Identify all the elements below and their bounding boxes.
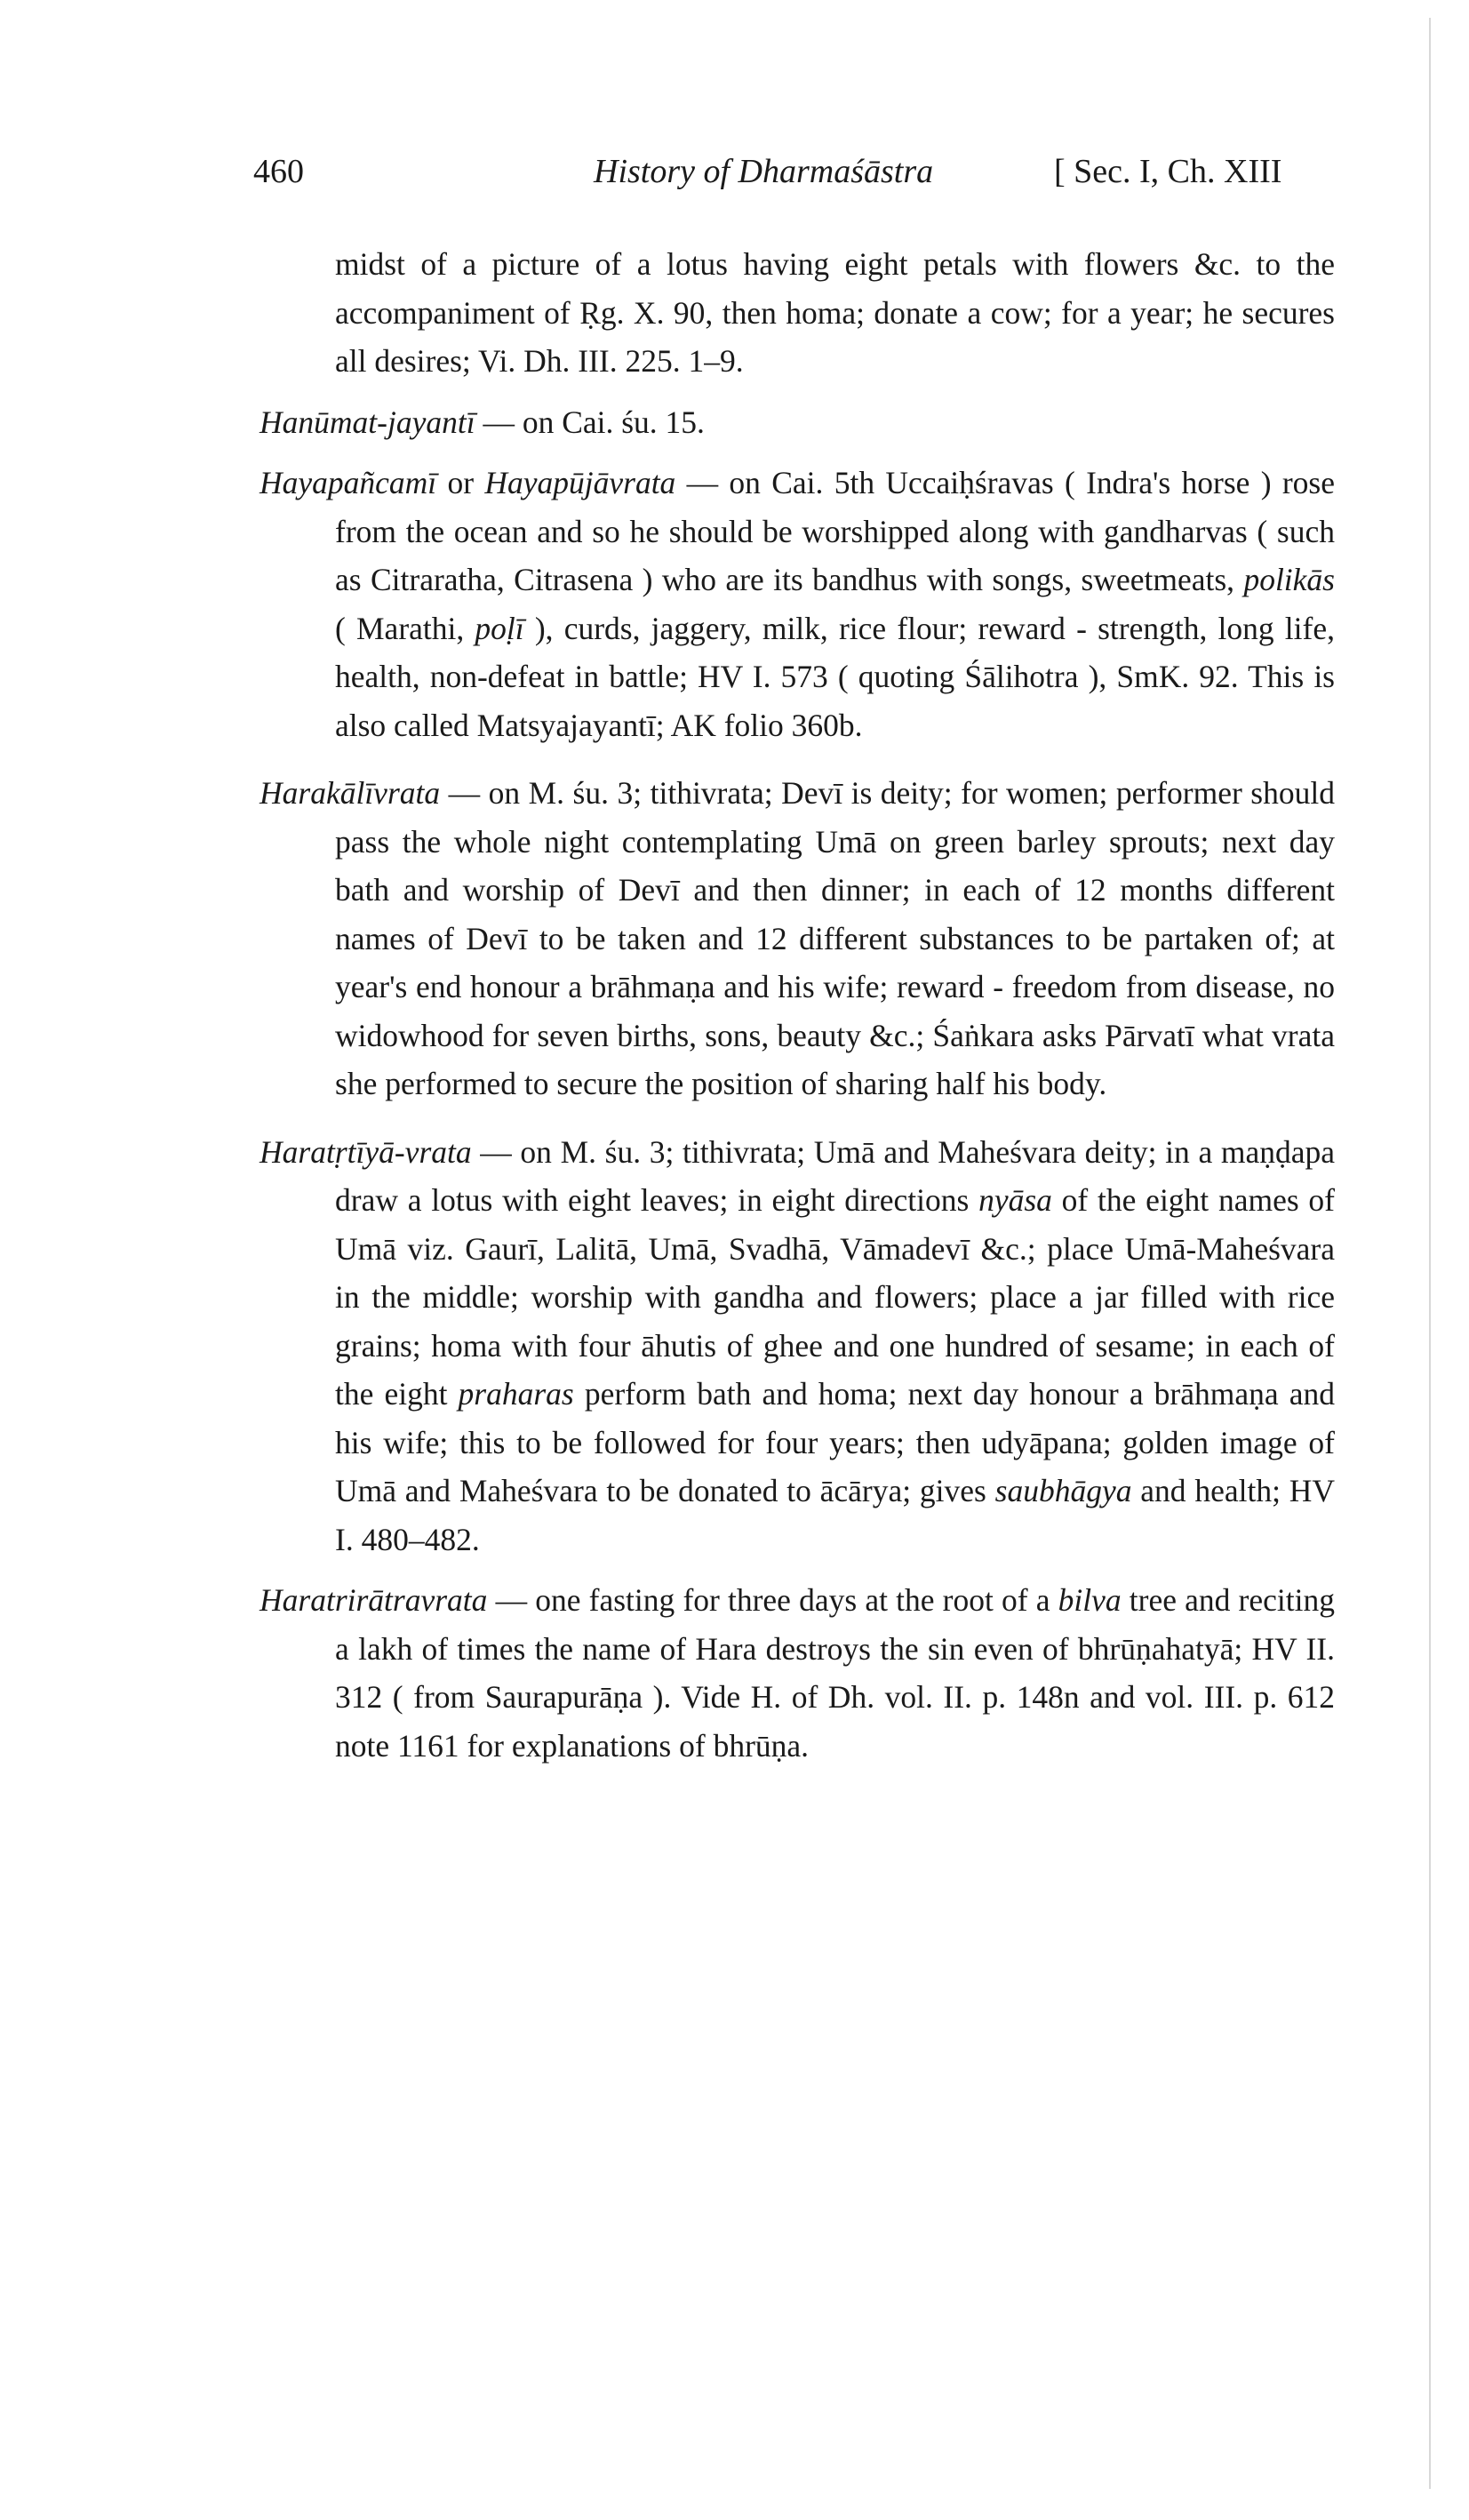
entry-text: ), curds, jaggery, milk, rice flour; reward - strength, long life, health, non-defeat in battle; HV I. 573 ( quoting Śālihotra ), SmK. 92. This is also called Matsyajayantī; AK folio 360b.: [335, 610, 1335, 743]
entry-hayapancami: [259, 459, 1335, 749]
entry-term: polikās: [1243, 562, 1335, 597]
entry-text: — on Cai. 5th Uccaiḥśravas ( Indra's horse ) rose from the ocean and so he should be worshipped along with gandharvas ( such as Citraratha, Citrasena ) who are its bandhus with songs, sweetmeats,: [335, 465, 1335, 597]
entry-harakalivrata: [259, 769, 1335, 1108]
entry-headword-alt: Hayapūjāvrata: [484, 465, 676, 500]
entry-text: and health; HV I. 480–482.: [335, 1473, 1336, 1557]
entry-text: or: [436, 465, 485, 500]
scan-edge-line: [1429, 18, 1431, 2489]
entry-headword: Haratṛtīyā-vrata: [259, 1133, 472, 1170]
entry-term: bilva: [1058, 1582, 1122, 1618]
entry-text: — on Cai. śu. 15.: [475, 404, 705, 440]
entry-headword: Harakālīvrata: [259, 775, 441, 811]
entry-hanumat-jayanti: [259, 398, 1335, 447]
entry-haratriratravrata: [259, 1576, 1335, 1770]
continued-entry: [259, 240, 1335, 386]
entry-text: — on M. śu. 3; tithivrata; Umā and Maheśvara deity; in a maṇḍapa draw a lotus with eight leaves; in eight directions: [335, 1133, 1335, 1218]
entry-term: saubhāgya: [994, 1473, 1132, 1508]
entry-headword: Hayapañcamī: [259, 465, 437, 500]
section-reference: [ Sec. I, Ch. XIII: [1054, 153, 1282, 190]
page-body: [259, 240, 1335, 1770]
entry-headword: Hanūmat-jayantī: [259, 404, 475, 440]
entry-text: midst of a picture of a lotus having eight petals with flowers &c. to the accompaniment of Ṛg. X. 90, then homa; donate a cow; for a year; he secures all desires; Vi. Dh. III. 225. 1–9.: [335, 246, 1335, 379]
entry-headword: Haratrirātravrata: [259, 1582, 488, 1618]
entry-text: of the eight names of Umā viz. Gaurī, Lalitā, Umā, Svadhā, Vāmadevī &c.; place Umā-Maheśvara in the middle; worship with gandha and flowers; place a jar filled with rice grains; homa with four āhutis of ghee and one hundred of sesame; in each of the eight: [335, 1182, 1335, 1412]
entry-text: — on M. śu. 3; tithivrata; Devī is deity; for women; performer should pass the whole night contemplating Umā on green barley sprouts; next day bath and worship of Devī and then dinner; in each of 12 months different names of Devī to be taken and 12 different substances to be partaken of; at year's end honour a brāhmaṇa and his wife; reward - freedom from disease, no widowhood for seven births, sons, beauty &c.; Śaṅkara asks Pārvatī what vrata she performed to secure the position of sharing half his body.: [335, 775, 1335, 1101]
entry-haratrtiya-vrata: [259, 1128, 1335, 1564]
running-title: History of Dharmaśāstra: [594, 153, 934, 190]
entry-text: perform bath and homa; next day honour a brāhmaṇa and his wife; this to be followed for four years; then udyāpana; golden image of Umā and Maheśvara to be donated to ācārya; gives: [335, 1376, 1335, 1508]
entry-term: nyāsa: [978, 1182, 1052, 1218]
page-header: [0, 149, 1469, 194]
entry-text: tree and reciting a lakh of times the name of Hara destroys the sin even of bhrūṇahatyā; HV II. 312 ( from Saurapurāṇa ). Vide H. of Dh. vol. II. p. 148n and vol. III. p. 612 note 1161 for explanations of bhrūṇa.: [335, 1582, 1335, 1764]
entry-term: praharas: [458, 1376, 574, 1412]
entry-text: ( Marathi,: [335, 610, 475, 646]
page-number: 460: [253, 153, 304, 190]
entry-term: poḷī: [475, 610, 524, 646]
entry-text: — one fasting for three days at the root of a: [487, 1582, 1058, 1618]
